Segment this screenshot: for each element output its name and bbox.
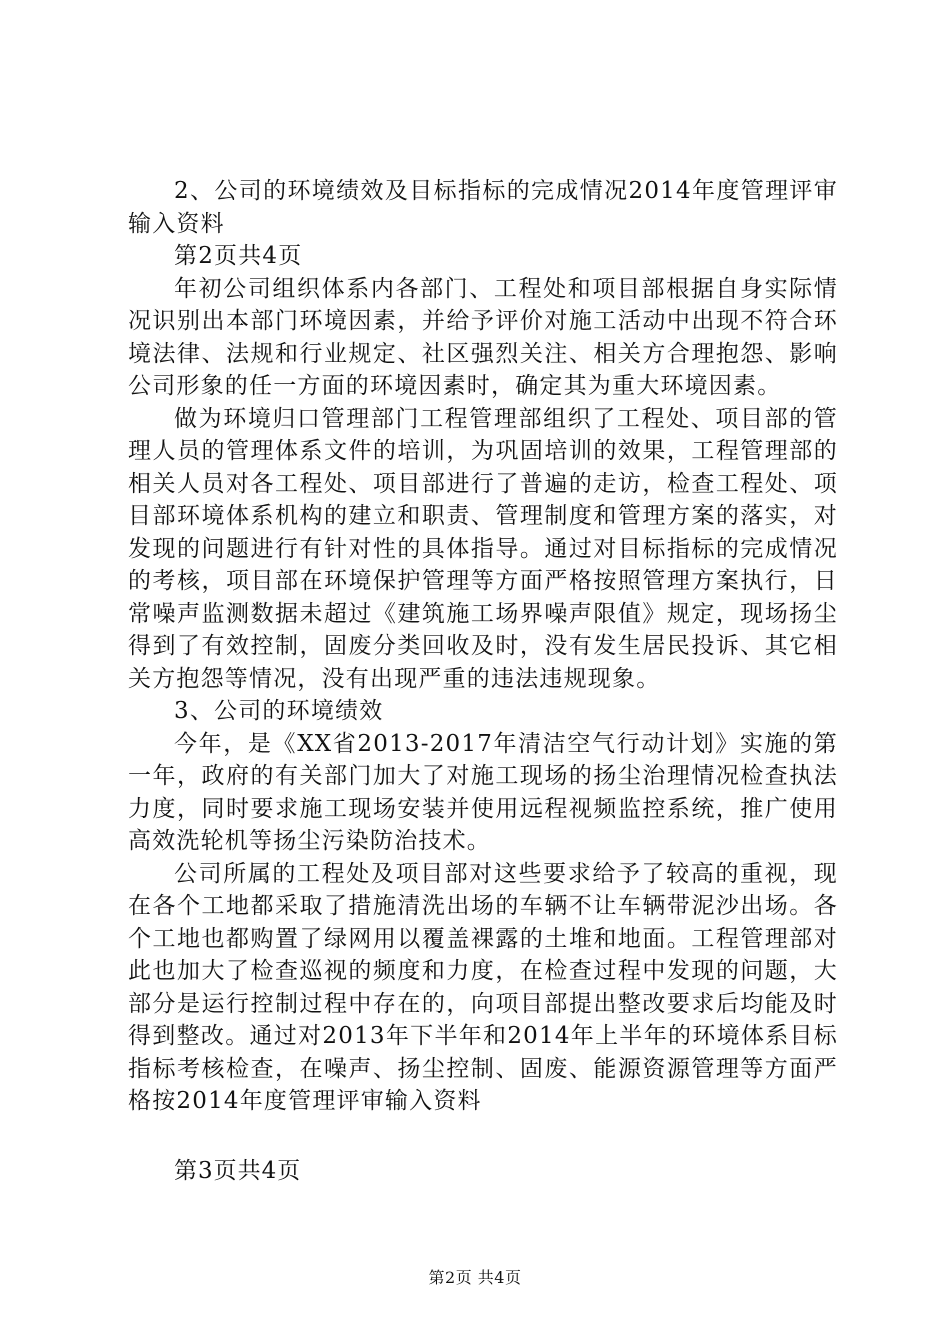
body-paragraph: 年初公司组织体系内各部门、工程处和项目部根据自身实际情况识别出本部门环境因素，并给予评价对施工活动中出现不符合环境法律、法规和行业规定、社区强烈关注、相关方合理抱怨、影响公司形象的任一方面的环境因素时，确定其为重大环境因素。 [128, 275, 838, 399]
document-body [128, 175, 838, 1118]
body-paragraph: 今年，是《XX省2013-2017年清洁空气行动计划》实施的第一年，政府的有关部门加大了对施工现场的扬尘治理情况检查执法力度，同时要求施工现场安装并使用远程视频监控系统，推广使用高效洗轮机等扬尘污染防治技术。 [128, 730, 838, 854]
section-heading: 3、公司的环境绩效 [174, 698, 384, 724]
page-footer: 第2页 共4页 [428, 1268, 522, 1287]
body-paragraph: 做为环境归口管理部门工程管理部组织了工程处、项目部的管理人员的管理体系文件的培训，为巩固培训的效果，工程管理部的相关人员对各工程处、项目部进行了普遍的走访，检查工程处、项目部环境体系机构的建立和职责、管理制度和管理方案的落实，对发现的问题进行有针对性的具体指导。通过对目标指标的完成情况的考核，项目部在环境保护管理等方面严格按照管理方案执行，日常噪声监测数据未超过《建筑施工场界噪声限值》规定，现场扬尘得到了有效控制，固废分类回收及时，没有发生居民投诉、其它相关方抱怨等情况，没有出现严重的违法违规现象。 [128, 405, 838, 692]
body-paragraph: 公司所属的工程处及项目部对这些要求给予了较高的重视，现在各个工地都采取了措施清洗出场的车辆不让车辆带泥沙出场。各个工地也都购置了绿网用以覆盖裸露的土堆和地面。工程管理部对此也加大了检查巡视的频度和力度，在检查过程中发现的问题，大部分是运行控制过程中存在的，向项目部提出整改要求后均能及时得到整改。通过对2013年下半年和2014年上半年的环境体系目标指标考核检查，在噪声、扬尘控制、固废、能源资源管理等方面严格按2014年度管理评审输入资料 [128, 860, 838, 1114]
inline-page-marker: 第2页共4页 [174, 243, 303, 269]
inline-page-marker: 第3页共4页 [174, 1158, 302, 1184]
section-heading: 2、公司的环境绩效及目标指标的完成情况2014年度管理评审输入资料 [128, 178, 838, 237]
